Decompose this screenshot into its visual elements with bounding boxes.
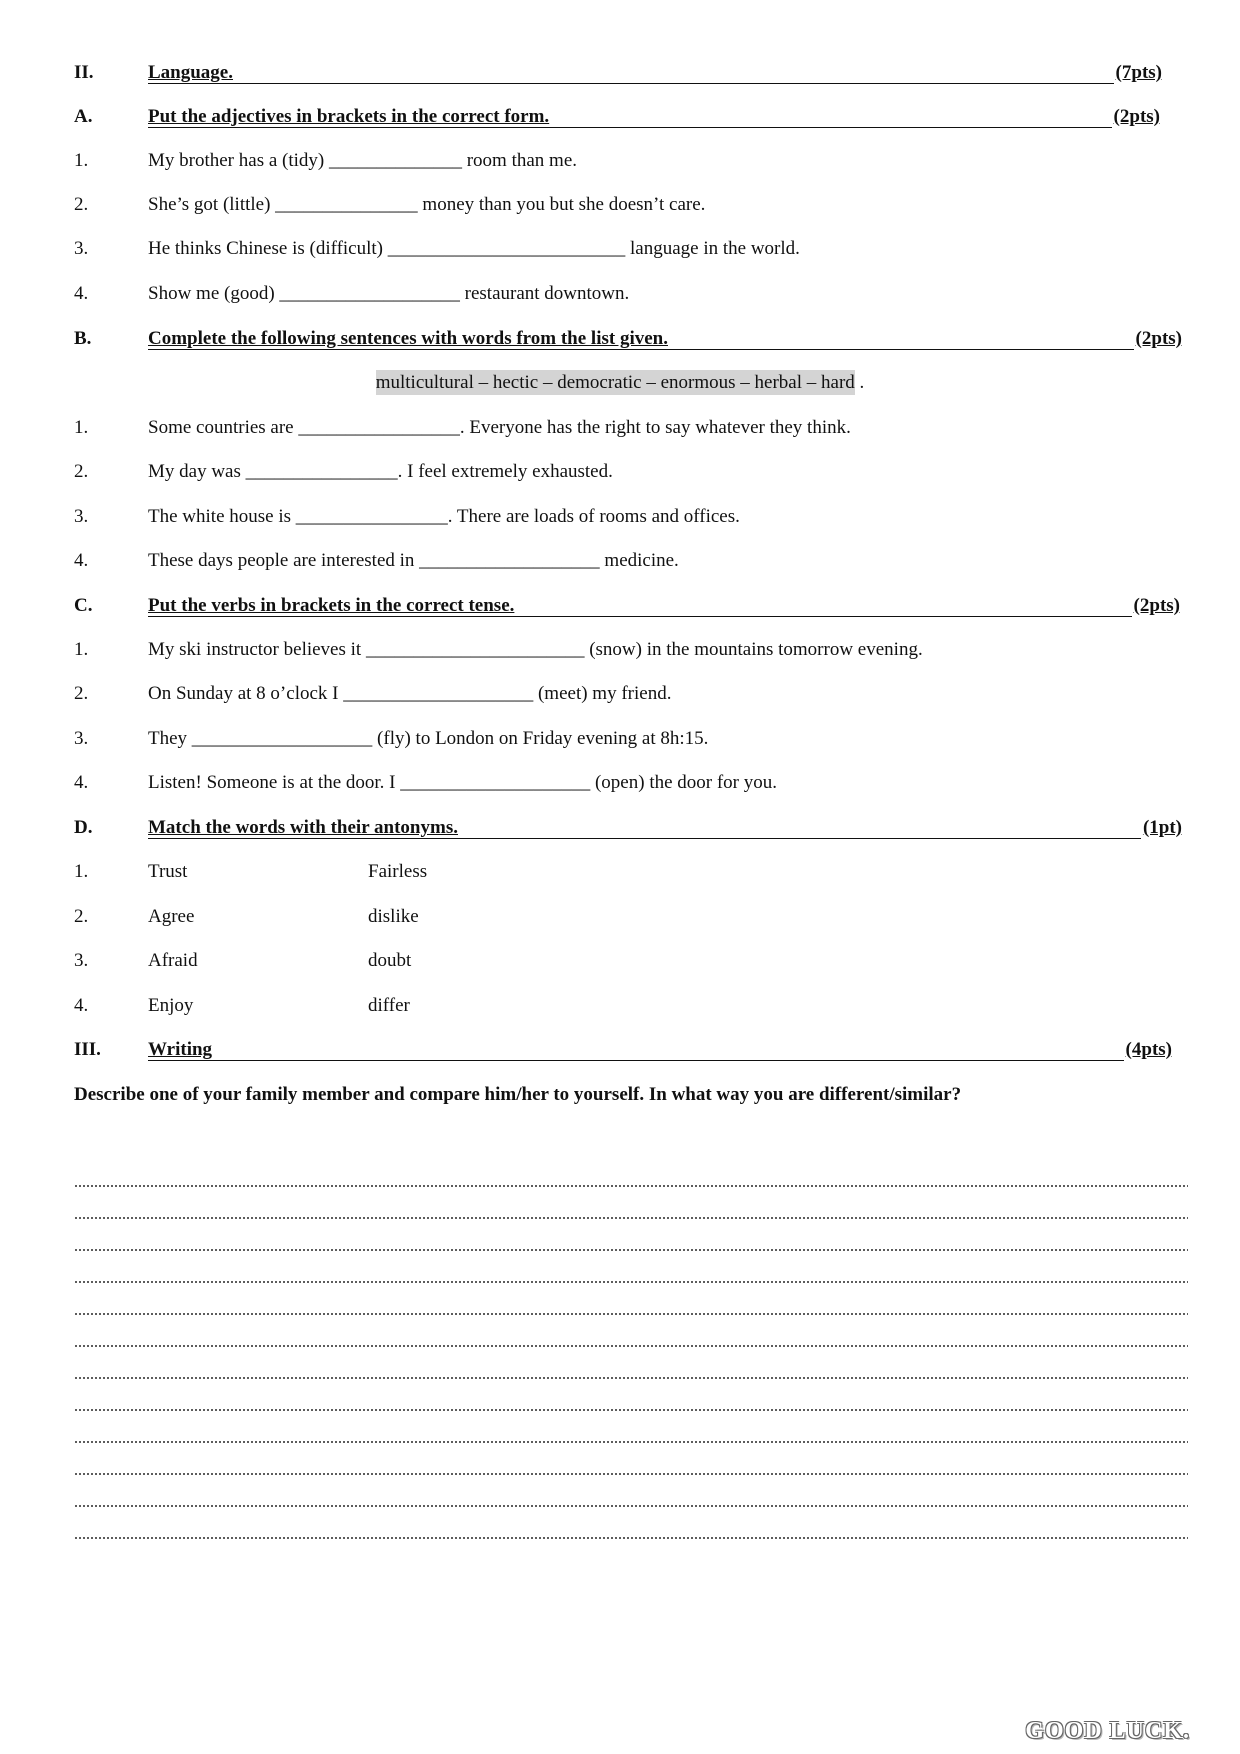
item-number: 1.: [74, 417, 89, 438]
word-list-box: [0, 368, 1240, 398]
match-word: Afraid: [148, 950, 198, 971]
writing-line-4[interactable]: [74, 1281, 1188, 1283]
part-d-letter: D.: [74, 817, 93, 838]
match-antonym: differ: [368, 995, 410, 1016]
item-number: 4.: [74, 995, 89, 1016]
part-b-title: Complete the following sentences with words from the list given.: [148, 328, 668, 349]
item-number: 3.: [74, 950, 89, 971]
item-text: My ski instructor believes it _______________________ (snow) in the mountains tomorrow evening.: [148, 639, 923, 660]
item-text: My brother has a (tidy) ______________ room than me.: [148, 150, 578, 171]
section-iii-points: (4pts): [1124, 1035, 1172, 1065]
item-text: On Sunday at 8 o’clock I ____________________ (meet) my friend.: [148, 683, 672, 704]
part-b-heading: [148, 324, 1182, 354]
item-number: 4.: [74, 772, 89, 793]
part-c-heading: [148, 591, 1180, 621]
item-number: 2.: [74, 461, 89, 482]
item-number: 4.: [74, 283, 89, 304]
item-text: Show me (good) ___________________ restaurant downtown.: [148, 283, 630, 304]
writing-line-10[interactable]: [74, 1473, 1188, 1475]
part-a-heading: [148, 102, 1160, 132]
part-a-letter: A.: [74, 106, 93, 127]
writing-line-7[interactable]: [74, 1377, 1188, 1379]
writing-line-6[interactable]: [74, 1345, 1188, 1347]
writing-line-1[interactable]: [74, 1185, 1188, 1187]
writing-line-2[interactable]: [74, 1217, 1188, 1219]
part-c-title: Put the verbs in brackets in the correct tense.: [148, 595, 515, 616]
item-number: 4.: [74, 550, 89, 571]
match-antonym: dislike: [368, 906, 419, 927]
item-text: These days people are interested in ___________________ medicine.: [148, 550, 679, 571]
match-word: Agree: [148, 906, 195, 927]
item-number: 2.: [74, 194, 89, 215]
writing-prompt: Describe one of your family member and compare him/her to yourself. In what way you are different/similar?: [74, 1084, 962, 1105]
match-antonym: Fairless: [368, 861, 428, 882]
part-a-points: (2pts): [1112, 102, 1160, 132]
part-c-points: (2pts): [1132, 591, 1180, 621]
item-number: 2.: [74, 906, 89, 927]
good-luck-footer: GOOD LUCK.: [1025, 1718, 1190, 1744]
writing-line-9[interactable]: [74, 1441, 1188, 1443]
item-number: 1.: [74, 639, 89, 660]
match-word: Trust: [148, 861, 188, 882]
item-number: 1.: [74, 150, 89, 171]
word-list: multicultural – hectic – democratic – enormous – herbal – hard: [375, 372, 855, 393]
item-text: They ___________________ (fly) to London on Friday evening at 8h:15.: [148, 728, 709, 749]
part-a-title: Put the adjectives in brackets in the correct form.: [148, 106, 550, 127]
item-text: He thinks Chinese is (difficult) _________________________ language in the world.: [148, 238, 800, 259]
item-number: 1.: [74, 861, 89, 882]
section-ii-points: (7pts): [1114, 58, 1162, 88]
word-list-end: .: [854, 372, 865, 393]
part-d-heading: [148, 813, 1182, 843]
section-iii-heading: [148, 1035, 1172, 1065]
writing-line-5[interactable]: [74, 1313, 1188, 1315]
writing-line-11[interactable]: [74, 1505, 1188, 1507]
item-number: 2.: [74, 683, 89, 704]
part-c-letter: C.: [74, 595, 93, 616]
section-iii-number: III.: [74, 1039, 101, 1060]
part-d-title: Match the words with their antonyms.: [148, 817, 458, 838]
writing-line-3[interactable]: [74, 1249, 1188, 1251]
part-b-letter: B.: [74, 328, 92, 349]
item-text: The white house is ________________. There are loads of rooms and offices.: [148, 506, 740, 527]
section-ii-number: II.: [74, 62, 94, 83]
writing-line-12[interactable]: [74, 1537, 1188, 1539]
part-d-points: (1pt): [1141, 813, 1182, 843]
match-antonym: doubt: [368, 950, 412, 971]
item-text: Some countries are _________________. Everyone has the right to say whatever they think.: [148, 417, 851, 438]
match-word: Enjoy: [148, 995, 194, 1016]
part-b-points: (2pts): [1134, 324, 1182, 354]
section-iii-title: Writing: [148, 1039, 213, 1060]
item-text: She’s got (little) _______________ money than you but she doesn’t care.: [148, 194, 706, 215]
section-ii-title: Language.: [148, 62, 233, 83]
item-text: My day was ________________. I feel extremely exhausted.: [148, 461, 613, 482]
item-number: 3.: [74, 238, 89, 259]
writing-line-8[interactable]: [74, 1409, 1188, 1411]
item-number: 3.: [74, 506, 89, 527]
item-number: 3.: [74, 728, 89, 749]
item-text: Listen! Someone is at the door. I ____________________ (open) the door for you.: [148, 772, 778, 793]
section-ii-heading: [148, 58, 1162, 88]
